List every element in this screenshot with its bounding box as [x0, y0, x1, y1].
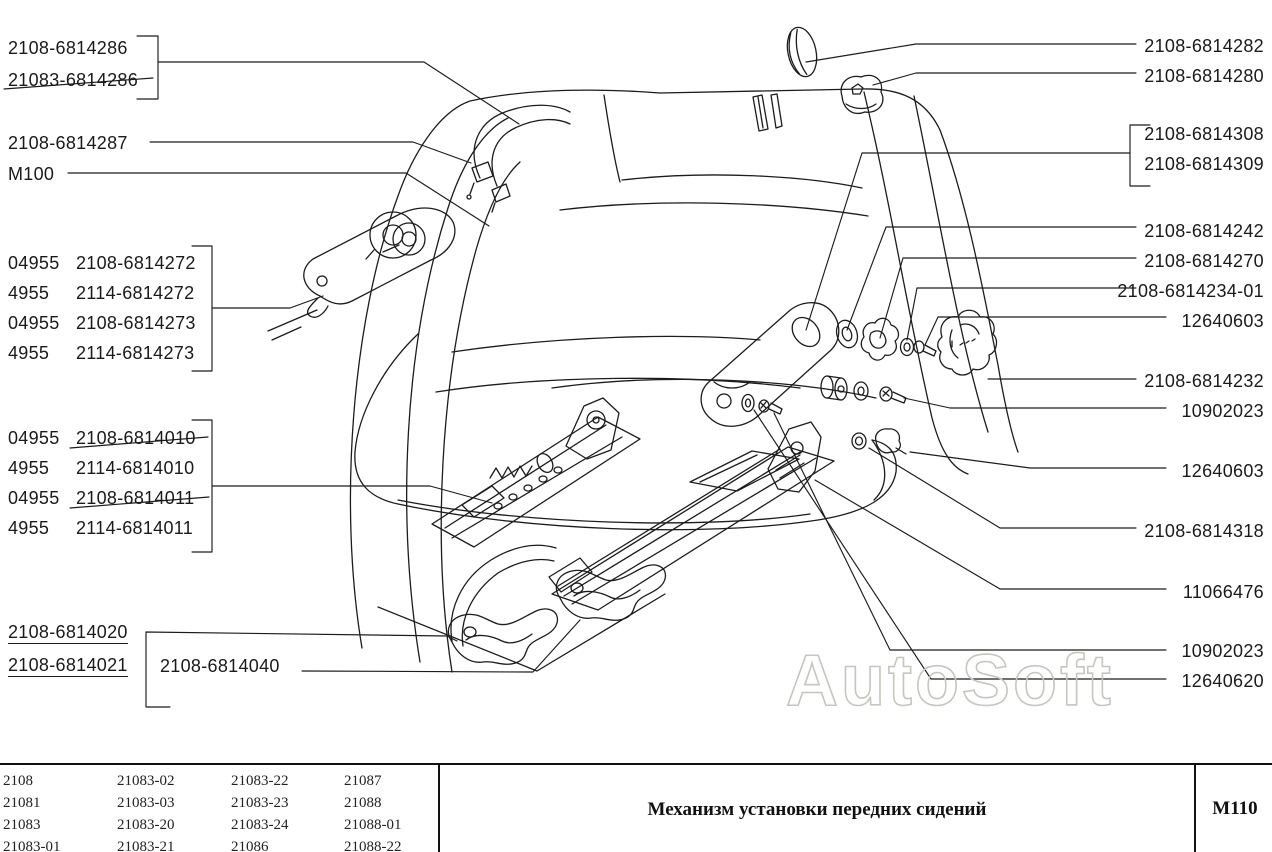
leader-242 [847, 227, 1136, 330]
sheet-title-cell [438, 765, 1194, 852]
part-label-11066476: 11066476 [1182, 582, 1264, 602]
leader-318 [869, 448, 1136, 528]
model-column-1 [3, 770, 61, 852]
part-label-6814040: 2108-6814040 [160, 656, 280, 676]
model-code: 21083-21 [117, 839, 175, 852]
part-prefix: 4955 [8, 518, 50, 538]
part-label-6814287: 2108-6814287 [8, 133, 128, 153]
part-label-6814309: 2108-6814309 [1144, 154, 1264, 174]
screw-3 [759, 400, 782, 414]
leader-12640603b [910, 452, 1166, 468]
leader-010 [212, 486, 492, 503]
part-prefix: 4955 [8, 283, 50, 303]
leader-272 [212, 296, 323, 308]
leader-10902023a [904, 398, 1166, 408]
part-row [8, 518, 196, 548]
model-code: 21083-24 [231, 817, 289, 833]
sheet-code: М110 [1212, 797, 1258, 819]
nut [852, 433, 866, 449]
part-number: 2108-6814272 [76, 253, 196, 273]
part-label-6814318: 2108-6814318 [1144, 521, 1264, 541]
part-row [8, 458, 196, 488]
part-label-12640603-b: 12640603 [1181, 461, 1264, 481]
model-code: 21088-01 [344, 817, 402, 833]
leader-11066476 [815, 480, 1166, 589]
part-label-group-010 [8, 428, 196, 548]
model-code: 21083-01 [3, 839, 61, 852]
part-label-6814020: 2108-6814020 [8, 622, 128, 642]
part-number: 2114-6814273 [76, 343, 195, 363]
part-label-6814232: 2108-6814232 [1144, 371, 1264, 391]
part-prefix: 4955 [8, 458, 50, 478]
part-number: 2114-6814272 [76, 283, 195, 303]
part-row [8, 313, 196, 343]
part-prefix: 4955 [8, 343, 50, 363]
side-cover [268, 208, 455, 340]
roller-bushing [821, 376, 847, 400]
leader-280 [873, 73, 1136, 85]
model-code: 21083-23 [231, 795, 289, 811]
model-code: 2108 [3, 773, 33, 789]
leader-282 [806, 44, 1136, 62]
part-label-6814242: 2108-6814242 [1144, 221, 1264, 241]
autosoft-watermark: AutoSoft [786, 641, 1114, 721]
model-code: 21087 [344, 773, 382, 789]
part-label-12640603-a: 12640603 [1181, 311, 1264, 331]
part-row [8, 283, 196, 313]
part-row [8, 253, 196, 283]
model-column-2 [117, 770, 175, 852]
part-label-10902023-a: 10902023 [1181, 401, 1264, 421]
flat-washer-1 [901, 339, 914, 356]
flat-washer-2 [854, 382, 868, 400]
model-column-3 [231, 770, 289, 852]
footer-table [0, 763, 1272, 852]
bracket-286 [137, 36, 158, 99]
leader-m100 [68, 173, 489, 226]
part-label-6814021: 2108-6814021 [8, 655, 128, 675]
leader-286 [158, 62, 519, 124]
part-prefix: 04955 [8, 428, 60, 448]
model-code: 21083-03 [117, 795, 175, 811]
hardware-cluster [742, 310, 996, 454]
sheet-title: Механизм установки передних сидений [647, 798, 987, 820]
part-number: 2108-6814273 [76, 313, 196, 333]
handle-right [556, 565, 665, 620]
part-number: 2114-6814011 [76, 518, 194, 538]
part-label-10902023-b: 10902023 [1181, 641, 1264, 661]
model-code: 21083-20 [117, 817, 175, 833]
model-code: 21083-02 [117, 773, 175, 789]
part-label-6814308: 2108-6814308 [1144, 124, 1264, 144]
leader-10902023b [774, 413, 1166, 650]
part-label-m100: M100 [8, 164, 55, 184]
model-code: 21083-22 [231, 773, 289, 789]
part-prefix: 04955 [8, 313, 60, 333]
seat-illustration [350, 89, 1018, 672]
part-number: 2108-6814011 [76, 488, 195, 508]
backrest-grommet [783, 25, 821, 80]
leader-308 [806, 153, 1130, 330]
part-label-12640620: 12640620 [1181, 671, 1264, 691]
leader-270 [880, 258, 1136, 338]
model-code: 21088 [344, 795, 382, 811]
model-code: 21083 [3, 817, 41, 833]
screw-2 [880, 387, 906, 403]
leader-040 [302, 620, 580, 672]
cable-assembly [467, 105, 570, 212]
model-code: 21088-22 [344, 839, 402, 852]
part-number: 2114-6814010 [76, 458, 195, 478]
part-number: 2108-6814010 [76, 428, 196, 448]
part-label-6814282: 2108-6814282 [1144, 36, 1264, 56]
pivot-arm [701, 303, 839, 427]
headrest-guides [753, 94, 782, 131]
part-label-6814234-01: 2108-6814234-01 [1117, 281, 1264, 301]
part-label-6814270: 2108-6814270 [1144, 251, 1264, 271]
part-row [8, 428, 196, 458]
part-label-6814280: 2108-6814280 [1144, 66, 1264, 86]
star-knob [861, 318, 898, 360]
part-label-6814286: 2108-6814286 [8, 38, 128, 58]
upper-slide-rail [432, 398, 640, 547]
part-prefix: 04955 [8, 253, 60, 273]
flat-washer-3 [742, 395, 754, 412]
part-label-21083-6814286: 21083-6814286 [8, 70, 139, 90]
hinge-cap-knob [938, 310, 997, 375]
sheet-code-cell [1194, 765, 1272, 852]
leader-12640620 [754, 410, 1166, 679]
tube-and-handles [378, 545, 665, 671]
part-row [8, 343, 196, 373]
part-label-group-272 [8, 253, 196, 373]
model-list [0, 765, 438, 852]
part-prefix: 04955 [8, 488, 60, 508]
model-code: 21086 [231, 839, 269, 852]
adjuster-knob [841, 75, 883, 113]
part-row [8, 488, 196, 518]
model-code: 21081 [3, 795, 41, 811]
model-column-4 [344, 770, 402, 852]
